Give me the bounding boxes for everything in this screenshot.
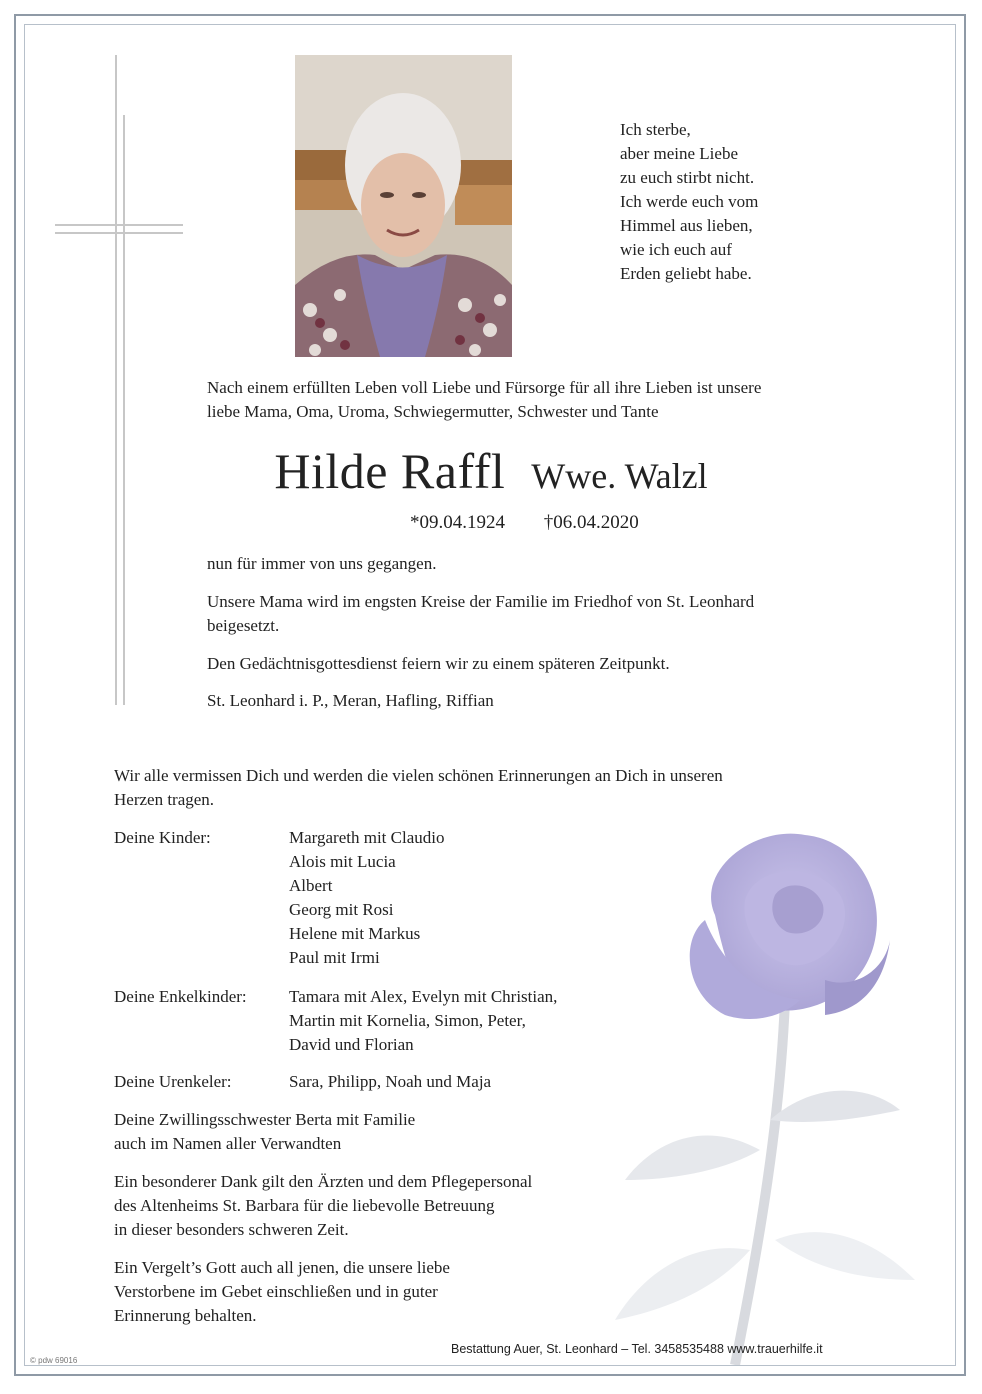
list-item: Martin mit Kornelia, Simon, Peter,: [289, 1011, 526, 1030]
list-item: Paul mit Irmi: [289, 948, 380, 967]
death-date: †06.04.2020: [543, 512, 639, 533]
closing-line: des Altenheims St. Barbara für die liebevolle Betreuung: [114, 1196, 495, 1215]
poem-line: Ich werde euch vom: [620, 192, 759, 211]
list-item: Alois mit Lucia: [289, 852, 396, 871]
intro-line: liebe Mama, Oma, Uroma, Schwiegermutter, Schwester und Tante: [207, 402, 659, 421]
intro-line: Nach einem erfüllten Leben voll Liebe und Fürsorge für all ihre Lieben ist unsere: [207, 378, 762, 397]
closing-line: in dieser besonders schweren Zeit.: [114, 1220, 349, 1239]
greatgrandchildren-label: Deine Urenkeler:: [114, 1072, 232, 1091]
undertaker-footer: Bestattung Auer, St. Leonhard – Tel. 3458535488 www.trauerhilfe.it: [451, 1342, 823, 1356]
places-text: St. Leonhard i. P., Meran, Hafling, Riffian: [207, 691, 494, 710]
burial-line: beigesetzt.: [207, 616, 280, 635]
life-dates: [410, 512, 639, 534]
birth-date: *09.04.1924: [410, 512, 505, 533]
closing-line: auch im Namen aller Verwandten: [114, 1134, 342, 1153]
poem-line: Ich sterbe,: [620, 120, 691, 139]
grandchildren-label: Deine Enkelkinder:: [114, 987, 247, 1006]
list-item: Sara, Philipp, Noah und Maja: [289, 1072, 492, 1091]
greatgrandchildren-list: [289, 1070, 491, 1094]
twin-sister-text: [114, 1108, 415, 1156]
children-label: Deine Kinder:: [114, 828, 211, 847]
list-item: Helene mit Markus: [289, 924, 421, 943]
deceased-name: Hilde Raffl: [274, 443, 506, 499]
poem-line: Himmel aus lieben,: [620, 216, 753, 235]
tribute-line: Herzen tragen.: [114, 790, 215, 809]
gone-text: nun für immer von uns gegangen.: [207, 554, 437, 573]
poem-line: zu euch stirbt nicht.: [620, 168, 755, 187]
burial-text: [207, 590, 847, 638]
closing-line: Deine Zwillingsschwester Berta mit Familie: [114, 1110, 416, 1129]
grandchildren-list: [289, 985, 557, 1057]
poem-line: aber meine Liebe: [620, 144, 738, 163]
list-item: Georg mit Rosi: [289, 900, 394, 919]
tribute-text: [114, 764, 834, 812]
list-item: David und Florian: [289, 1035, 414, 1054]
thanks-text: [114, 1170, 532, 1242]
print-code: © pdw 69016: [30, 1356, 78, 1365]
children-list: [289, 826, 445, 970]
list-item: Albert: [289, 876, 333, 895]
closing-line: Verstorbene im Gebet einschließen und in guter: [114, 1282, 438, 1301]
rose-illustration: [585, 820, 945, 1365]
burial-line: Unsere Mama wird im engsten Kreise der Familie im Friedhof von St. Leonhard: [207, 592, 755, 611]
closing-line: Ein besonderer Dank gilt den Ärzten und dem Pflegepersonal: [114, 1172, 533, 1191]
portrait-photo: [295, 55, 512, 357]
closing-line: Erinnerung behalten.: [114, 1306, 257, 1325]
service-text: Den Gedächtnisgottesdienst feiern wir zu einem späteren Zeitpunkt.: [207, 654, 670, 673]
poem: [620, 118, 860, 286]
intro-text: [207, 376, 847, 424]
vergelts-gott-text: [114, 1256, 450, 1328]
deceased-name-row: [0, 442, 982, 500]
list-item: Margareth mit Claudio: [289, 828, 445, 847]
poem-line: wie ich euch auf: [620, 240, 732, 259]
list-item: Tamara mit Alex, Evelyn mit Christian,: [289, 987, 558, 1006]
maiden-name: Wwe. Walzl: [531, 456, 708, 496]
poem-line: Erden geliebt habe.: [620, 264, 752, 283]
tribute-line: Wir alle vermissen Dich und werden die vielen schönen Erinnerungen an Dich in unseren: [114, 766, 723, 785]
closing-line: Ein Vergelt’s Gott auch all jenen, die unsere liebe: [114, 1258, 450, 1277]
